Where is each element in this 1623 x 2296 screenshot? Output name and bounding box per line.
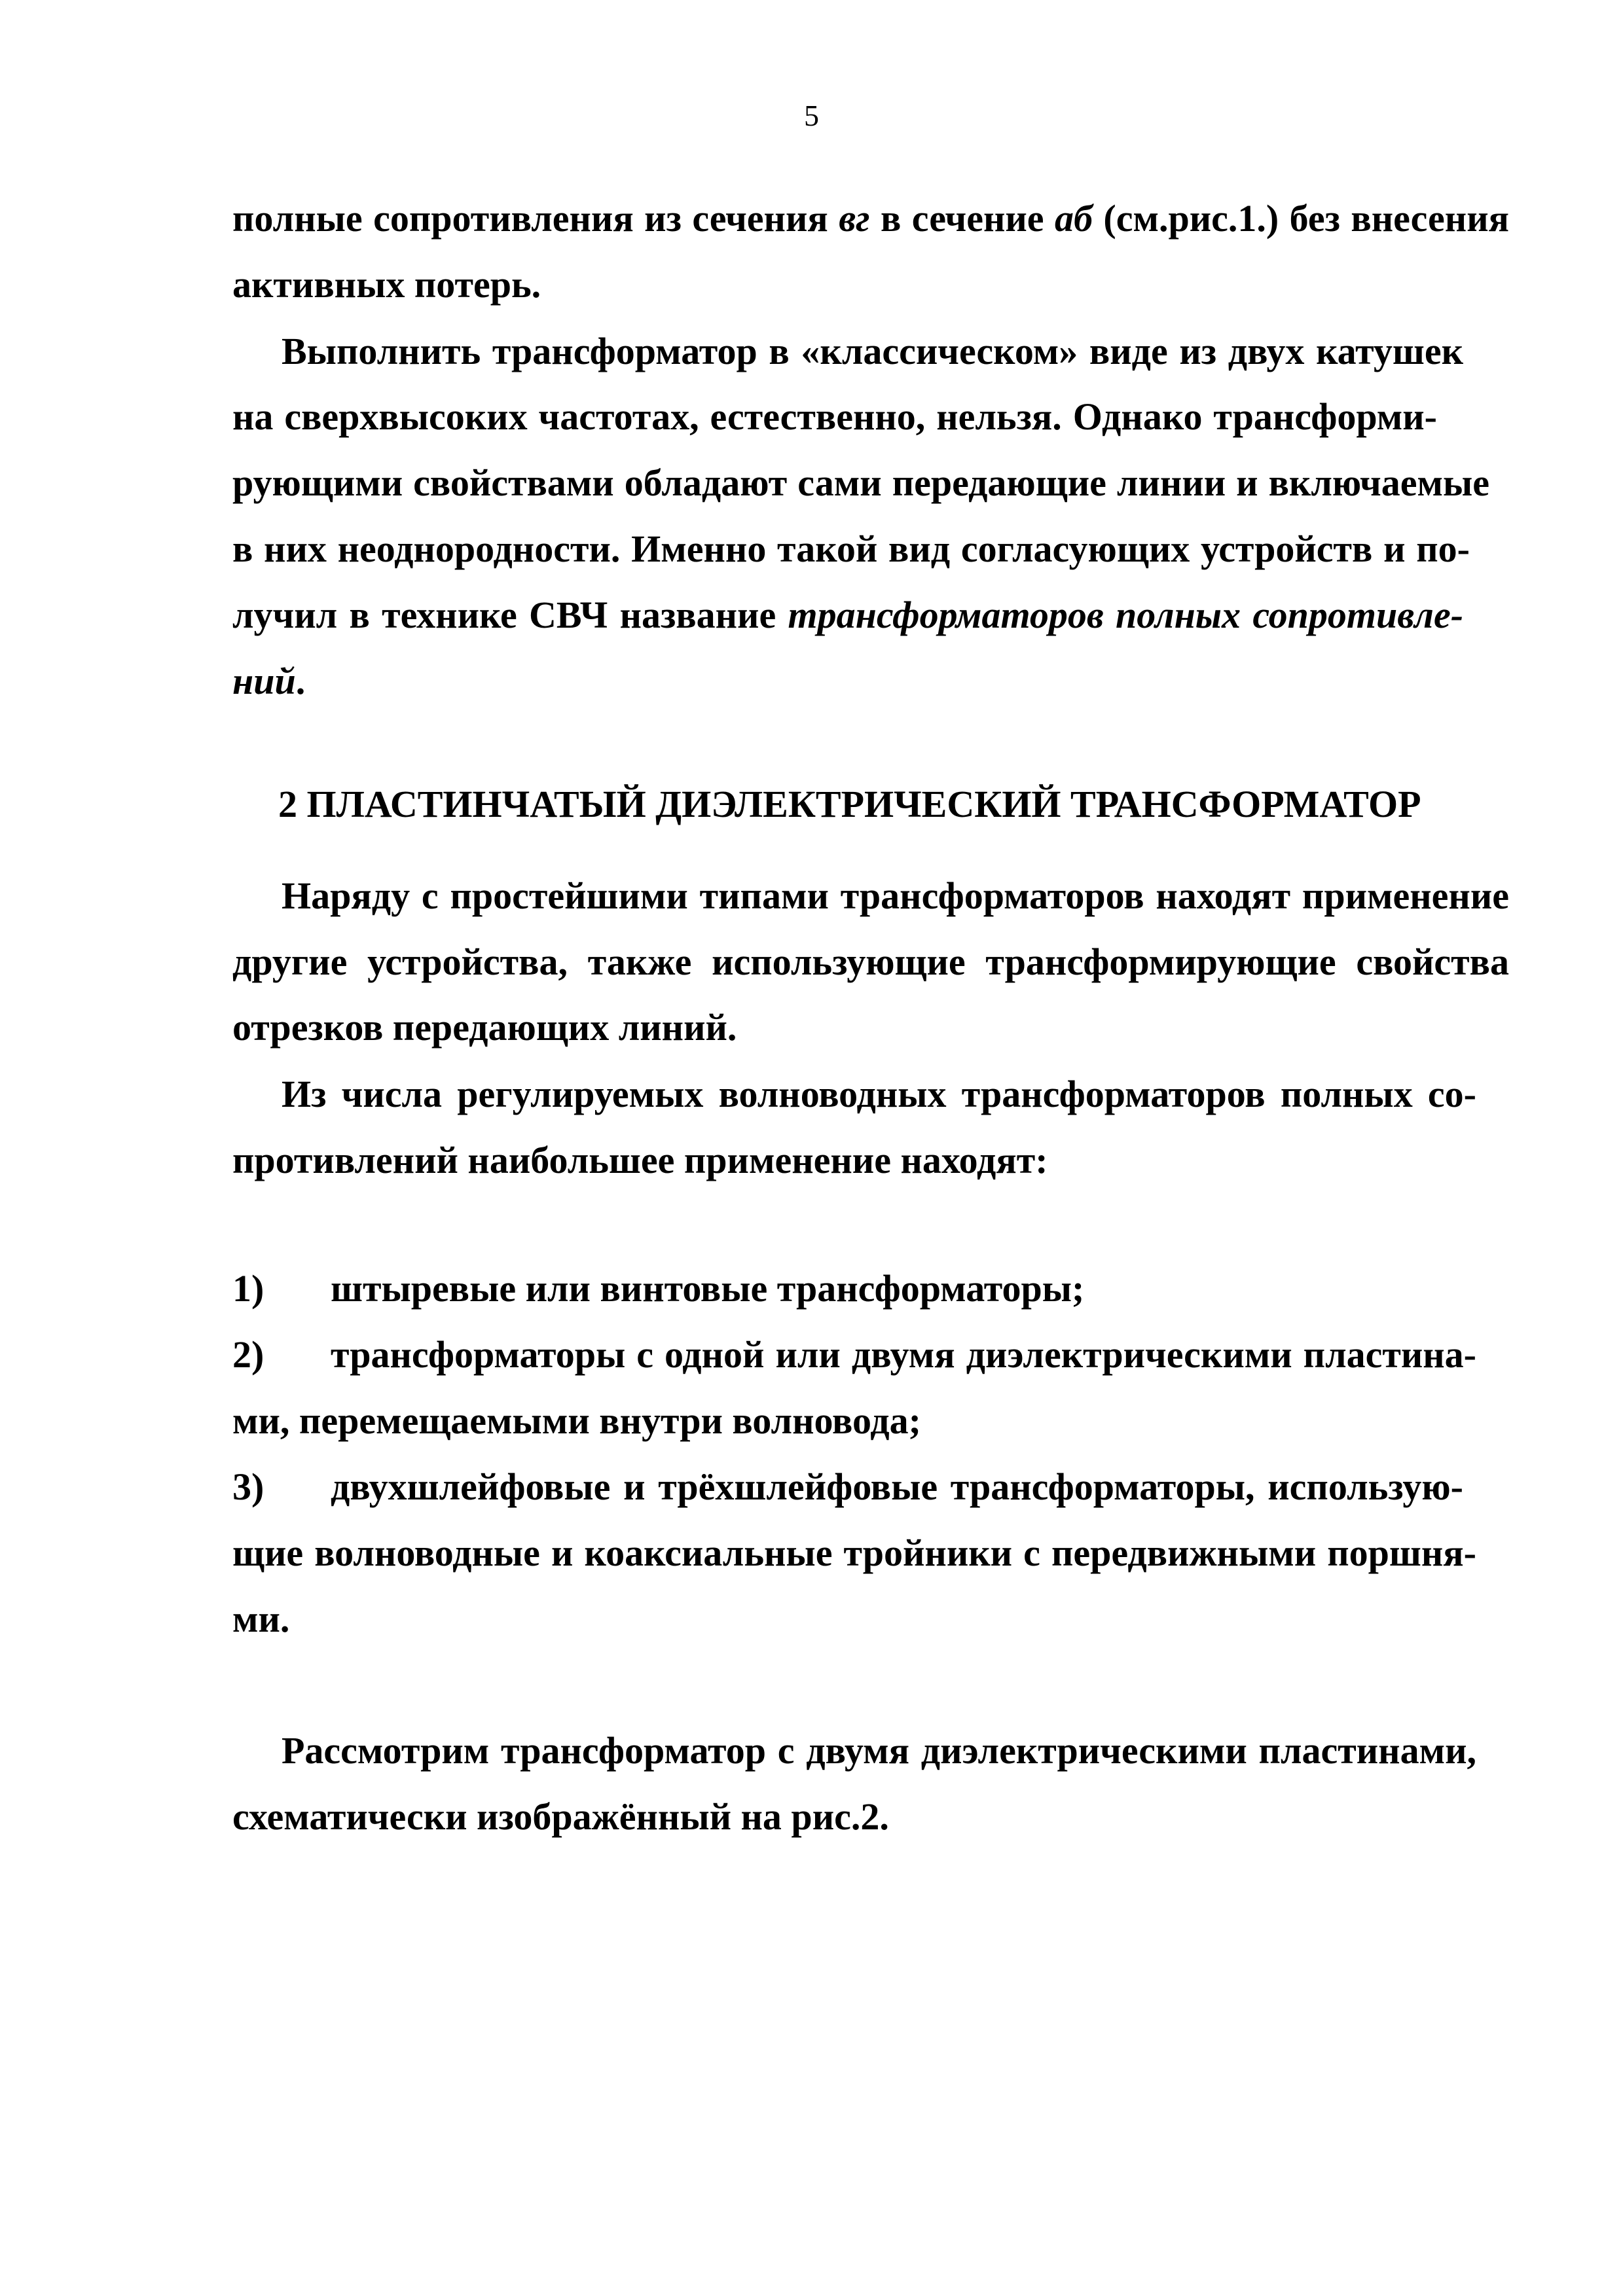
p1-section-ab: аб [1055, 197, 1093, 240]
paragraph-2-line-5 [232, 596, 1463, 634]
p1-text-c: в сечение [869, 197, 1055, 240]
p1-text-e: (см.рис.1.) без внесения [1092, 197, 1510, 240]
p2-line5-text: лучил в технике СВЧ название [232, 594, 788, 636]
paragraph-2-line-6 [232, 662, 1509, 700]
p2-line6-term: ний [232, 660, 296, 702]
paragraph-1-line-2: активных потерь. [232, 263, 541, 306]
p1-section-vg: вг [839, 197, 870, 240]
list-item-3-text-line-3: ми. [232, 1598, 290, 1640]
paragraph-3-line-3: отрезков передающих линий. [232, 1006, 737, 1049]
paragraph-4-line-2: противлений наибольшее применение находят: [232, 1139, 1048, 1181]
list-item-3-number: 3) [232, 1465, 264, 1508]
list-item-3-text-line-1: двухшлейфовые и трёхшлейфовые трансформаторы, использую- [331, 1465, 1463, 1508]
paragraph-2-line-1: Выполнить трансформатор в «классическом» виде из двух катушек [282, 330, 1463, 372]
list-item-2-text-line-2: ми, перемещаемыми внутри волновода; [232, 1399, 921, 1442]
paragraph-2-line-2: на сверхвысоких частотах, естественно, нельзя. Однако трансформи- [232, 395, 1437, 438]
paragraph-3-line-2: другие устройства, также использующие трансформирующие свойства [232, 941, 1509, 983]
section-heading: 2 ПЛАСТИНЧАТЫЙ ДИЭЛЕКТРИЧЕСКИЙ ТРАНСФОРМАТОР [278, 783, 1421, 825]
list-item-2-text-line-1: трансформаторы с одной или двумя диэлектрическими пластина- [331, 1333, 1476, 1376]
page-number: 5 [804, 99, 819, 132]
list-item-3-text-line-2: щие волноводные и коаксиальные тройники с передвижными поршня- [232, 1532, 1476, 1574]
paragraph-5-line-1: Рассмотрим трансформатор с двумя диэлектрическими пластинами, [282, 1729, 1476, 1772]
p2-line6-period: . [295, 660, 306, 702]
paragraph-3-line-1: Наряду с простейшими типами трансформаторов находят применение [282, 874, 1509, 917]
paragraph-1-line-1 [232, 197, 1510, 240]
p1-text-a: полные сопротивления из сечения [232, 197, 839, 240]
list-item-1-text: штыревые или винтовые трансформаторы; [331, 1267, 1085, 1310]
list-item-1-number: 1) [232, 1267, 264, 1310]
p2-line5-term: трансформаторов полных сопротивле- [788, 594, 1464, 636]
paragraph-5-line-2: схематически изображённый на рис.2. [232, 1795, 889, 1838]
list-item-2-number: 2) [232, 1333, 264, 1376]
paragraph-4-line-1: Из числа регулируемых волноводных трансформаторов полных со- [282, 1073, 1476, 1115]
paragraph-2-line-4: в них неоднородности. Именно такой вид согласующих устройств и по- [232, 528, 1470, 570]
paragraph-2-line-3: рующими свойствами обладают сами передающие линии и включаемые [232, 461, 1489, 504]
